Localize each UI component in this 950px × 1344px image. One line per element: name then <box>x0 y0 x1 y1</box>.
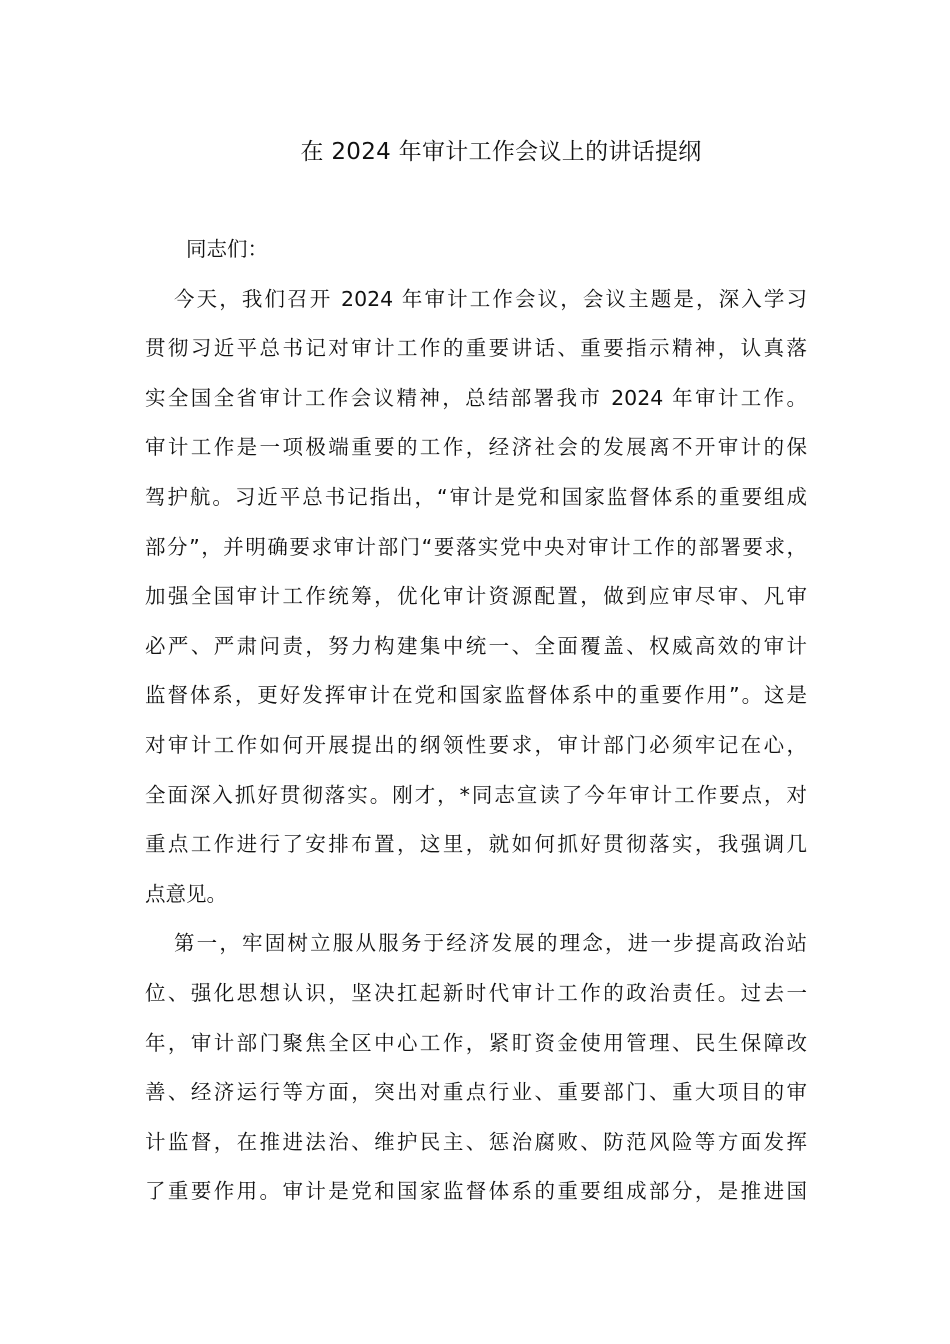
text-line: 实全国全省审计工作会议精神，总结部署我市 2024 年审计工作。 <box>145 385 807 410</box>
text-line: 全面深入抓好贯彻落实。刚才，*同志宣读了今年审计工作要点，对 <box>145 782 807 807</box>
salutation: 同志们： <box>186 237 268 261</box>
paragraph-first-point <box>145 919 807 1217</box>
text-line: 重点工作进行了安排布置，这里，就如何抓好贯彻落实，我强调几 <box>145 832 807 857</box>
text-line: 部分”，并明确要求审计部门“要落实党中央对审计工作的部署要求， <box>145 534 807 559</box>
text-line: 计监督，在推进法治、维护民主、惩治腐败、防范风险等方面发挥 <box>145 1129 807 1154</box>
text-line: 点意见。 <box>145 881 227 906</box>
document-body <box>145 225 807 1217</box>
text-line: 年，审计部门聚焦全区中心工作，紧盯资金使用管理、民生保障改 <box>145 1030 807 1055</box>
text-line: 驾护航。习近平总书记指出，“审计是党和国家监督体系的重要组成 <box>145 484 807 509</box>
text-line: 今天，我们召开 2024 年审计工作会议，会议主题是，深入学习 <box>174 286 807 311</box>
text-line: 善、经济运行等方面，突出对重点行业、重要部门、重大项目的审 <box>145 1080 807 1105</box>
document-title: 在 2024 年审计工作会议上的讲话提纲 <box>300 139 702 165</box>
text-line: 贯彻习近平总书记对审计工作的重要讲话、重要指示精神，认真落 <box>145 336 807 361</box>
text-line: 审计工作是一项极端重要的工作，经济社会的发展离不开审计的保 <box>145 435 807 460</box>
text-line: 第一，牢固树立服从服务于经济发展的理念，进一步提高政治站 <box>174 931 807 956</box>
text-line: 对审计工作如何开展提出的纲领性要求，审计部门必须牢记在心， <box>145 732 807 757</box>
text-line: 监督体系，更好发挥审计在党和国家监督体系中的重要作用”。这是 <box>145 683 807 708</box>
paragraph-opening <box>145 275 807 920</box>
text-line: 必严、严肃问责，努力构建集中统一、全面覆盖、权威高效的审计 <box>145 633 807 658</box>
text-line: 了重要作用。审计是党和国家监督体系的重要组成部分，是推进国 <box>145 1179 807 1204</box>
text-line: 位、强化思想认识，坚决扛起新时代审计工作的政治责任。过去一 <box>145 980 807 1005</box>
text-line: 加强全国审计工作统筹，优化审计资源配置，做到应审尽审、凡审 <box>145 584 807 609</box>
